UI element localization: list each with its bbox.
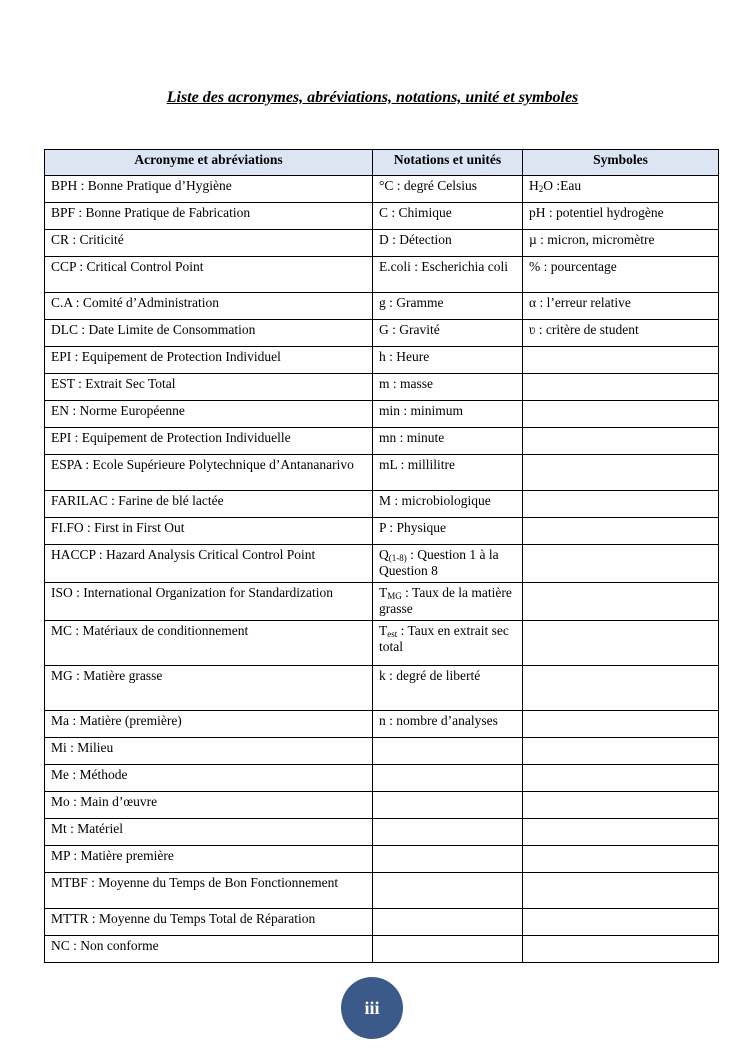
acronym-cell: EST : Extrait Sec Total <box>45 374 373 401</box>
symbol-cell <box>523 176 719 203</box>
acronym-cell: C.A : Comité d’Administration <box>45 293 373 320</box>
symbol-cell <box>523 819 719 846</box>
notation-cell: G : Gravité <box>373 320 523 347</box>
table-row <box>45 792 719 819</box>
symbol-cell <box>523 846 719 873</box>
table-row <box>45 320 719 347</box>
table-row <box>45 738 719 765</box>
table-row <box>45 428 719 455</box>
table-row <box>45 257 719 293</box>
acronym-cell: Ma : Matière (première) <box>45 711 373 738</box>
page-number-badge <box>341 977 403 1039</box>
table-header-row <box>45 150 719 176</box>
notation-subscript: est <box>387 629 398 639</box>
acronym-cell: Mi : Milieu <box>45 738 373 765</box>
symbol-cell <box>523 455 719 491</box>
notation-subscript: MG <box>387 591 402 601</box>
acronym-table <box>44 149 719 963</box>
notation-cell: k : degré de liberté <box>373 666 523 711</box>
table-row <box>45 401 719 428</box>
table-row <box>45 846 719 873</box>
symbol-cell <box>523 711 719 738</box>
acronym-cell: FARILAC : Farine de blé lactée <box>45 491 373 518</box>
notation-text: Q <box>379 547 389 562</box>
notation-text: T <box>379 623 388 638</box>
acronym-cell: MG : Matière grasse <box>45 666 373 711</box>
notation-cell: C : Chimique <box>373 203 523 230</box>
symbol-cell <box>523 518 719 545</box>
notation-cell <box>373 583 523 621</box>
table-row <box>45 347 719 374</box>
acronym-cell: Me : Méthode <box>45 765 373 792</box>
symbol-subscript: 2 <box>538 184 544 194</box>
table-row <box>45 176 719 203</box>
notation-cell <box>373 909 523 936</box>
acronym-cell: Mo : Main d’œuvre <box>45 792 373 819</box>
notation-cell <box>373 792 523 819</box>
notation-cell: mn : minute <box>373 428 523 455</box>
notation-text: : Question 1 à la Question 8 <box>379 547 499 578</box>
page-title: Liste des acronymes, abréviations, notations, unité et symboles <box>166 89 579 106</box>
symbol-cell: µ : micron, micromètre <box>523 230 719 257</box>
notation-cell: °C : degré Celsius <box>373 176 523 203</box>
symbol-cell: % : pourcentage <box>523 257 719 293</box>
notation-cell: E.coli : Escherichia coli <box>373 257 523 293</box>
acronym-cell: CCP : Critical Control Point <box>45 257 373 293</box>
symbol-cell <box>523 738 719 765</box>
notation-cell <box>373 819 523 846</box>
symbol-text: O :Eau <box>543 178 582 193</box>
notation-cell <box>373 738 523 765</box>
notation-text: : Taux de la matière grasse <box>379 585 512 616</box>
notation-cell: mL : millilitre <box>373 455 523 491</box>
symbol-cell <box>523 621 719 666</box>
acronym-cell: BPF : Bonne Pratique de Fabrication <box>45 203 373 230</box>
table-row <box>45 621 719 666</box>
notation-cell: g : Gramme <box>373 293 523 320</box>
acronym-cell: EN : Norme Européenne <box>45 401 373 428</box>
notation-cell <box>373 621 523 666</box>
table-row <box>45 819 719 846</box>
table-row <box>45 491 719 518</box>
notation-cell: M : microbiologique <box>373 491 523 518</box>
page-number: iii <box>364 997 380 1018</box>
notation-text: T <box>379 585 388 600</box>
header-acronyms: Acronyme et abréviations <box>45 150 373 176</box>
acronym-cell: MP : Matière première <box>45 846 373 873</box>
notation-cell <box>373 765 523 792</box>
symbol-cell <box>523 491 719 518</box>
symbol-cell <box>523 792 719 819</box>
header-notations: Notations et unités <box>373 150 523 176</box>
table-row <box>45 666 719 711</box>
acronym-cell: ESPA : Ecole Supérieure Polytechnique d’Antananarivo <box>45 455 373 491</box>
symbol-cell <box>523 428 719 455</box>
symbol-text: H <box>529 178 539 193</box>
notation-cell <box>373 545 523 583</box>
acronym-cell: Mt : Matériel <box>45 819 373 846</box>
table-row <box>45 583 719 621</box>
symbol-cell <box>523 347 719 374</box>
table-row <box>45 873 719 909</box>
notation-cell: n : nombre d’analyses <box>373 711 523 738</box>
symbol-cell <box>523 401 719 428</box>
acronym-cell: CR : Criticité <box>45 230 373 257</box>
header-symbols: Symboles <box>523 150 719 176</box>
table-row <box>45 545 719 583</box>
symbol-cell <box>523 545 719 583</box>
symbol-cell <box>523 374 719 401</box>
symbol-cell <box>523 666 719 711</box>
acronym-cell: HACCP : Hazard Analysis Critical Control Point <box>45 545 373 583</box>
symbol-cell <box>523 873 719 909</box>
notation-cell <box>373 846 523 873</box>
acronym-cell: EPI : Equipement de Protection Individuel <box>45 347 373 374</box>
acronym-cell: MTTR : Moyenne du Temps Total de Réparation <box>45 909 373 936</box>
table-row <box>45 374 719 401</box>
table-row <box>45 936 719 963</box>
table-row <box>45 455 719 491</box>
table-row <box>45 230 719 257</box>
table-row <box>45 711 719 738</box>
acronym-cell: FI.FO : First in First Out <box>45 518 373 545</box>
table-row <box>45 203 719 230</box>
notation-cell <box>373 936 523 963</box>
symbol-cell: ʋ : critère de student <box>523 320 719 347</box>
symbol-cell: α : l’erreur relative <box>523 293 719 320</box>
acronym-cell: ISO : International Organization for Standardization <box>45 583 373 621</box>
table-row <box>45 909 719 936</box>
symbol-cell: pH : potentiel hydrogène <box>523 203 719 230</box>
symbol-cell <box>523 765 719 792</box>
notation-cell: min : minimum <box>373 401 523 428</box>
symbol-cell <box>523 936 719 963</box>
notation-subscript: (1-8) <box>388 553 407 563</box>
acronym-cell: BPH : Bonne Pratique d’Hygiène <box>45 176 373 203</box>
notation-text: : Taux en extrait sec total <box>379 623 509 654</box>
notation-cell: m : masse <box>373 374 523 401</box>
symbol-cell <box>523 583 719 621</box>
acronym-cell: MTBF : Moyenne du Temps de Bon Fonctionnement <box>45 873 373 909</box>
notation-cell: h : Heure <box>373 347 523 374</box>
table-row <box>45 765 719 792</box>
acronym-cell: EPI : Equipement de Protection Individuelle <box>45 428 373 455</box>
table-row <box>45 293 719 320</box>
notation-cell: P : Physique <box>373 518 523 545</box>
notation-cell <box>373 873 523 909</box>
symbol-cell <box>523 909 719 936</box>
acronym-cell: NC : Non conforme <box>45 936 373 963</box>
acronym-cell: DLC : Date Limite de Consommation <box>45 320 373 347</box>
notation-cell: D : Détection <box>373 230 523 257</box>
table-row <box>45 518 719 545</box>
acronym-cell: MC : Matériaux de conditionnement <box>45 621 373 666</box>
